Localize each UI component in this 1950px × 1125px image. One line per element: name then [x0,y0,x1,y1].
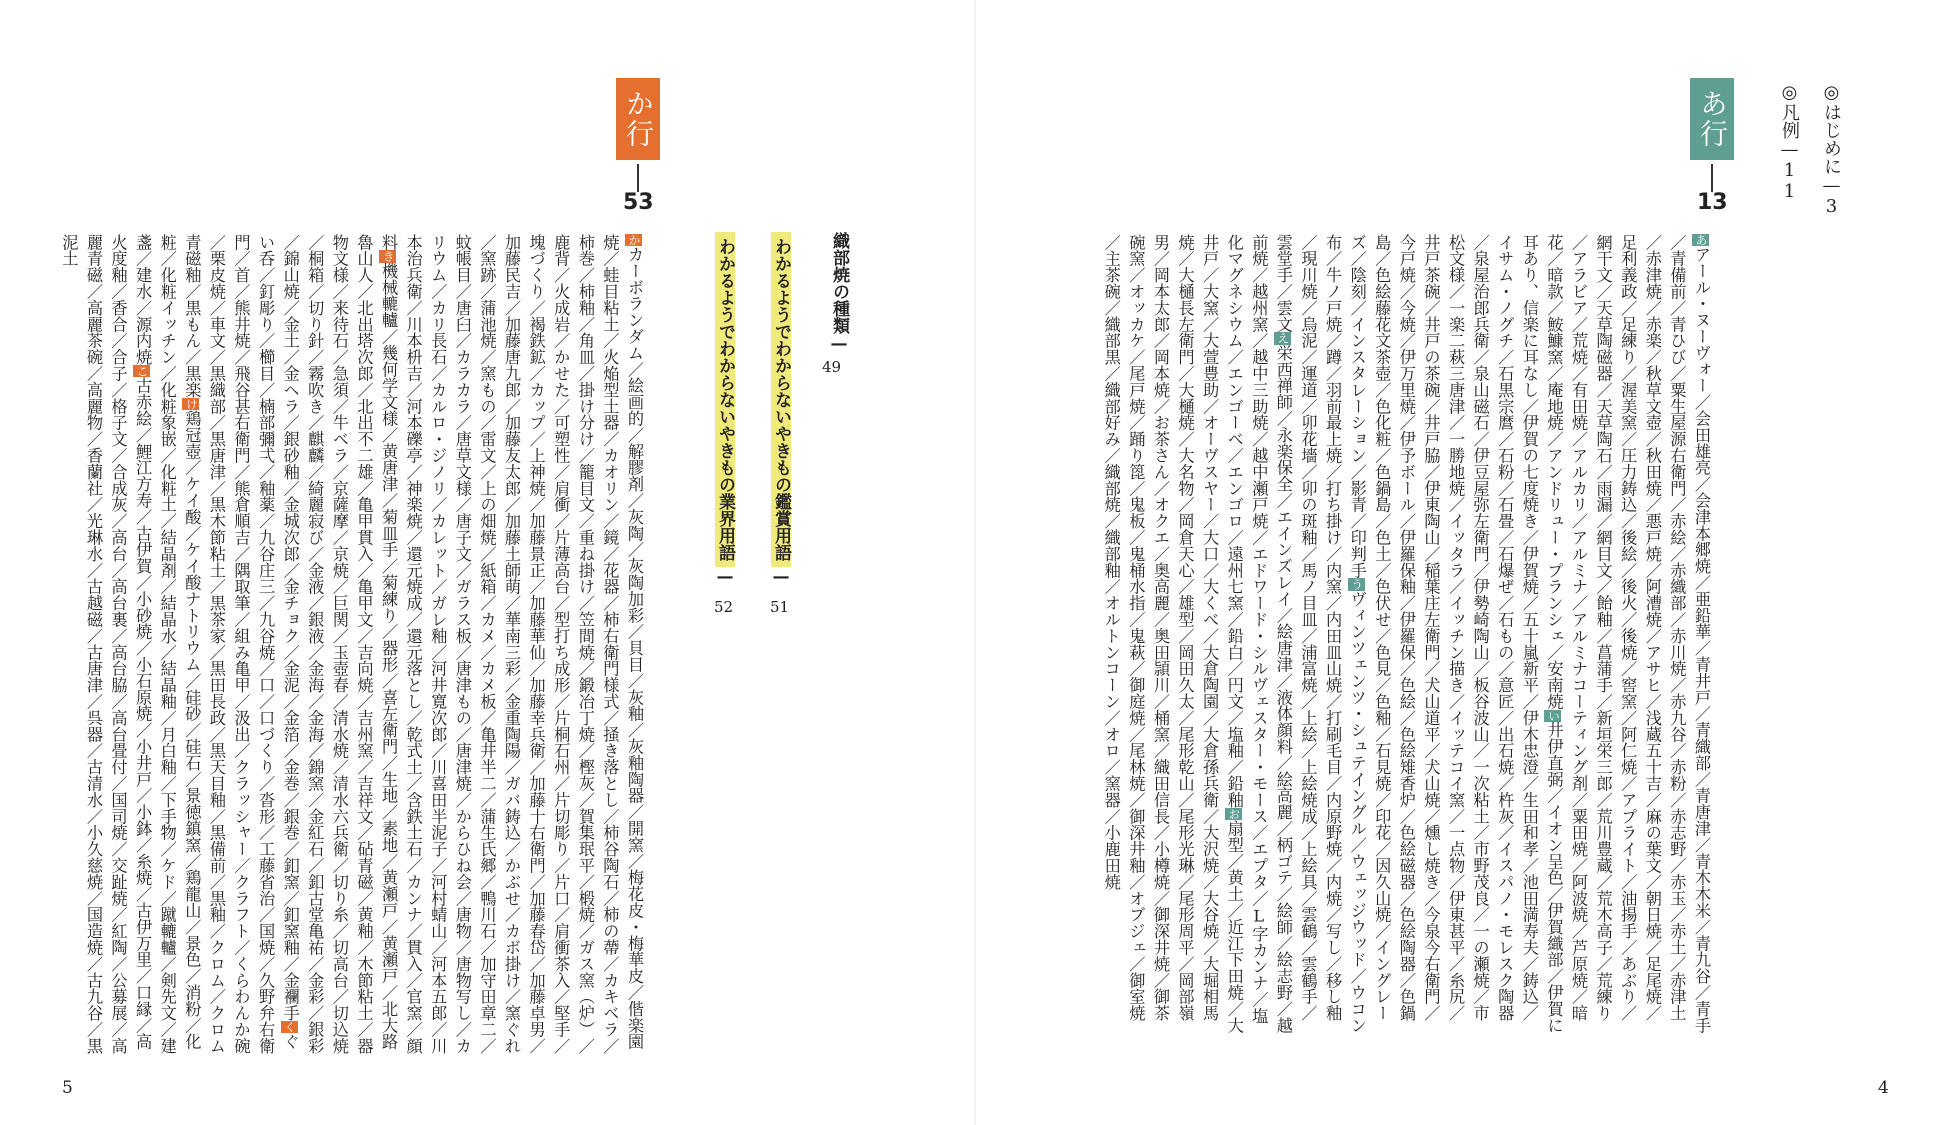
term-list: カーボランダム／絵画的／解膠剤／灰陶／灰陶加彩／貝目／灰釉／灰釉陶器／開窯／梅花皮・梅華皮／偕楽園焼／蛙目粘土／火焔型土器／カオリン／鏡／花器／柿右衛門様式／掻き落とし／柿谷陶石／柿の蔕／カキベラ／柿巻／柿釉／角皿／掛け分け／籠目文／重ね掛け／笠間焼／鍛冶丁焼／樫灰／賀集珉平／椴焼／ガス窯（炉）／鹿背／火成岩／かせた／可塑性／肩衝／片薄高台／型打ち成形／片桐石州／片切彫り／片口／肩衝茶入／堅手／塊づくり／褐鉄鉱／カップ／上神焼／加藤景正／加藤華仙／加藤幸兵衛／加藤十右衛門／加藤春岱／加藤卓男／加藤民吉／加藤唐九郎／加藤友太郎／加藤土師萌／華南三彩／金重陶陽／ガバ鋳込／かぶせ／カボ掛け／窯ぐれ／窯跡／蒲池焼／窯もの／雷文／上の畑焼／紙箱／カメ／カメ板／亀井半二／蒲生氏郷／鴨川石／加守田章二／蚊帳目／唐臼／カラカラ／唐草文様／唐子文／ガラス板／唐津もの／唐津焼／からひね会／唐物／唐物写し／カリウム／カリ長石／カルロ・ジノリ／カレット／ガレ釉／河井寛次郎／川喜田半泥子／河村蜻山／河本五郎／川本治兵衛／川本枡吉／河本礫亭／神楽焼／還元焼成／還元落とし／乾式土／含鉄土石／カンナ／貫入／官窯／顔料 [379,234,644,1054]
term-list: 扇型／黄土／近江下田焼／大井戸／大窯／大萱豊助／オーヴスヤー／大口／大くべ／大倉陶園／大倉孫兵衛／大沢焼／大谷焼／大堀相馬焼／大樋長左衛門／大樋焼／大名物／岡倉天心／雄型／岡田久太／尾形乾山／尾形光琳／尾形周平／岡部嶺男／岡本太郎／岡本焼／お茶さん／オクエ／奥高麗／奥田頴川／桶窯／織田信長／小樽焼／御深井焼／御茶碗窯／オッカケ／尾戸焼／踊り箆／鬼板／鬼桶水指／鬼萩／御庭焼／尾林焼／御深井釉／オブジェ／御室焼／主茶碗／織部黒／織部好み／織部焼／織部釉／オルトンコーン／オロ／窯器／小鹿田焼 [1101,234,1244,1034]
index-badge: あ [1694,234,1708,247]
toc-hanrei-label: ◎凡例 [1779,82,1800,139]
left-page-entries [59,234,646,1066]
section-tab-ka-page: 53 [623,190,654,215]
toc-dash: — [1779,139,1800,160]
right-page-entries [1101,234,1713,1034]
term-list: 井伊直弼／イオン呈色／伊賀織部／伊賀に耳あり、信楽に耳なし／伊賀の七度焼き／伊賀焼／五十嵐新平／伊木忠澄／生田和孝／池田満寿夫／鋳込／イサム・ノグチ／石黒宗麿／石粉／石畳／石爆ぜ／石もの／意匠／出石焼／杵灰／イスパノ・モレスク陶器／泉屋治郎兵衛／泉山磁石／伊豆屋弥左衛門／伊勢崎陶山／板谷波山／一次粘土／市野茂良／一の瀬焼／市松文様／一楽二萩三唐津／一勝地焼／イッタラ／イッチン描き／イッテコイ窯／一点物／伊東甚平／糸尻／井戸茶碗／井戸の茶碗／井戸脇／伊東陶山／稲葉庄左衛門／犬山道平／犬山焼／燻し焼き／今泉今右衛門／今戸焼／今焼／伊万里焼／伊予ボール／伊羅保釉／伊羅保／色絵／色絵雉香炉／色絵磁器／色絵陶器／色鍋島／色絵藤花文茶壺／色化粧／色鍋島／色土／色伏せ／色見／色釉／石見焼／印花／因久山焼／イングレーズ／陰刻／インスタレーション／影青／印判手 [1347,234,1564,1034]
index-badge: こ [135,365,150,378]
term-list: 機械轆轤／幾何学文様／黄唐津／菊皿手／菊練り／器形／喜左衛門／生地／素地／黄瀬戸／黄瀬戸／北大路魯山人／北出塔次郎／北出不二雄／亀甲貫入／亀甲文／吉向焼／吉州窯／吉祥文／砧青磁／黄釉／木節粘土／器物文様／来待石／急須／牛ベラ／京薩摩／京焼／巨関／玉壺春／清水焼／清水六兵衛／切り糸／切高台／切込焼／桐箱／切り針／霧吹き／麒麟／綺麗寂び／金液／銀液／金海／金海／錦窯／金紅石／釦古堂亀祐／金彩／銀彩／錦山焼／金土／金ヘラ／銀砂釉／金城次郎／金チョク／金泥／金箔／金巻／銀巻／釦窯／釦窯釉／金襴手 [280,234,399,1054]
index-badge: え [1275,332,1290,345]
term-heading-dash: — [715,567,735,587]
index-badge: け [184,398,199,411]
term-list: ヴィンツェンツ・シュテイングル／ウェッジウッド／ウコン布／牛ノ戸焼／蹲／羽前最上焼／打ち掛け／内窯／内田皿山焼／打刷毛目／内原野焼／内焼／写し／移し釉／現川焼／烏泥／運道／卯花墻／卯の斑釉／馬ノ目皿／浦富焼／上絵／上絵焼成／上絵具／雲鶴／雲鶴手／雲堂手／雲文 [1273,234,1367,1034]
section-tab-ka-stem [637,164,639,192]
term-heading-gyokai-page: 52 [714,598,734,616]
term-list: 鶏冠壺／ケイ酸／ケイ酸ナトリウム／硅砂／硅石／景徳鎮窯／鶏龍山／景色／消粉／化粧／化粧イッチン／化粧象嵌／化粧土／結晶剤／結晶水／結晶釉／月白釉／下手物／ケド／蹴轆轤／剣先文／建盞／建水／源内焼 [133,234,202,1054]
term-heading-oribe [826,232,852,354]
term-heading-dash: — [771,567,791,587]
toc-hanrei [1776,82,1802,262]
term-list: 古赤絵／鯉江方寿／古伊賀／小砂焼／小石原焼／小井戸／小鉢／糸焼／古伊万里／口縁／高火度釉／香合／合子／格子文／合成灰／高台／高台裏／高台脇／高台畳付／国司焼／交趾焼／紅陶／公募展／高麗青磁／高麗茶碗／高麗物／香蘭社／光琳水／古越磁／古唐津／呉器／古清水／小久慈焼／国造焼／古九谷／黒泥土 [59,234,153,1054]
section-tab-a-stem [1711,164,1713,192]
term-list: 栄西禅師／永楽保全／エインズレイ／絵唐津／液体顔料／絵高麗／柄ゴテ／絵師／絵志野／越前焼／越州窯／越中三助焼／越中瀬戸焼／エドワード・シルヴェスター・モース／エプタ／L字カンナ／塩化マグネシウム／エンゴーベ／エンゴロ／遠州七窯／鉛白／円文／塩釉／鉛釉 [1224,234,1293,1034]
term-list: ぐい呑／釘彫り／櫛目／楠部彌弌／釉薬／九谷庄三／九谷焼／口／口づくり／沓形／工藤省治／国焼／久野弁右衛門／首／熊井焼／飛谷甚右衛門／熊倉順吉／隅取筆／組み亀甲／汲出／クラッシャー／クラフト／くらわんか碗／栗皮焼／車文／黒織部／黒唐津／黒木節粘土／黒茶家／黒田長政／黒天目釉／黒備前／黒釉／クロム／クロム青磁釉／黒もん／黒楽 [182,234,300,1054]
index-badge: い [1546,709,1561,722]
term-heading-label: 織部焼の種類 [829,232,849,334]
section-tab-a-page: 13 [1697,190,1728,215]
toc-dash: — [1821,175,1842,196]
term-heading-kansho-page: 51 [770,598,790,616]
folio-left: 5 [62,1078,73,1098]
term-heading-gyokai-label: わかるようでわからないやきもの業界用語 [715,232,735,567]
toc-hajimeni-label: ◎はじめに [1821,82,1842,175]
term-heading-gyokai [712,232,738,587]
term-heading-kansho [768,232,794,587]
index-badge: く [282,1021,297,1034]
term-list: アール・ヌーヴォー／会田雄亮／会津本郷焼／亜鉛華／青井戸／青織部／青唐津／青木木米／青九谷／青手／青備前／青ひび／粟生屋源右衛門／赤絵／赤織部／赤川焼／赤九谷／赤粉／赤志野／赤玉／赤土／赤津土／赤津焼／赤楽／秋草文壺／秋田焼／悪戸焼／阿漕焼／アサヒ／浅蔵五十吉／麻の葉文／朝日焼／足尾焼／足利義政／足練り／渥美窯／圧力鋳込／後絵／後火／後焼／窖窯／阿仁焼／アプライト／油揚手／あぶり／網干文／天草陶磁器／天草陶石／雨漏／網目文／飴釉／菖蒲手／新垣栄三郎／荒川豊蔵／荒木高子／荒練り／アラビア／荒焼／有田焼／アルカリ／アルミナ／アルミナコーティング剤／粟田焼／阿波焼／芦原焼／暗花／暗款／鮟鱇窯／庵地焼／アンドリュー・プランシェ／安南焼 [1544,234,1711,1034]
gutter-line [974,0,976,1125]
term-heading-kansho-label: わかるようでわからないやきもの鑑賞用語 [771,232,791,567]
toc-hanrei-page: 11 [1779,160,1800,202]
index-badge: う [1349,578,1364,591]
term-heading-dash: — [829,334,849,354]
section-tab-a: あ行 [1690,78,1734,160]
index-badge: お [1226,808,1241,821]
term-heading-oribe-page: 49 [822,358,842,376]
folio-right: 4 [1878,1078,1889,1098]
index-badge: き [381,250,396,263]
index-badge: か [627,234,641,247]
toc-hajimeni [1818,82,1844,262]
section-tab-ka: か行 [616,78,660,160]
toc-hajimeni-page: 3 [1821,196,1842,217]
